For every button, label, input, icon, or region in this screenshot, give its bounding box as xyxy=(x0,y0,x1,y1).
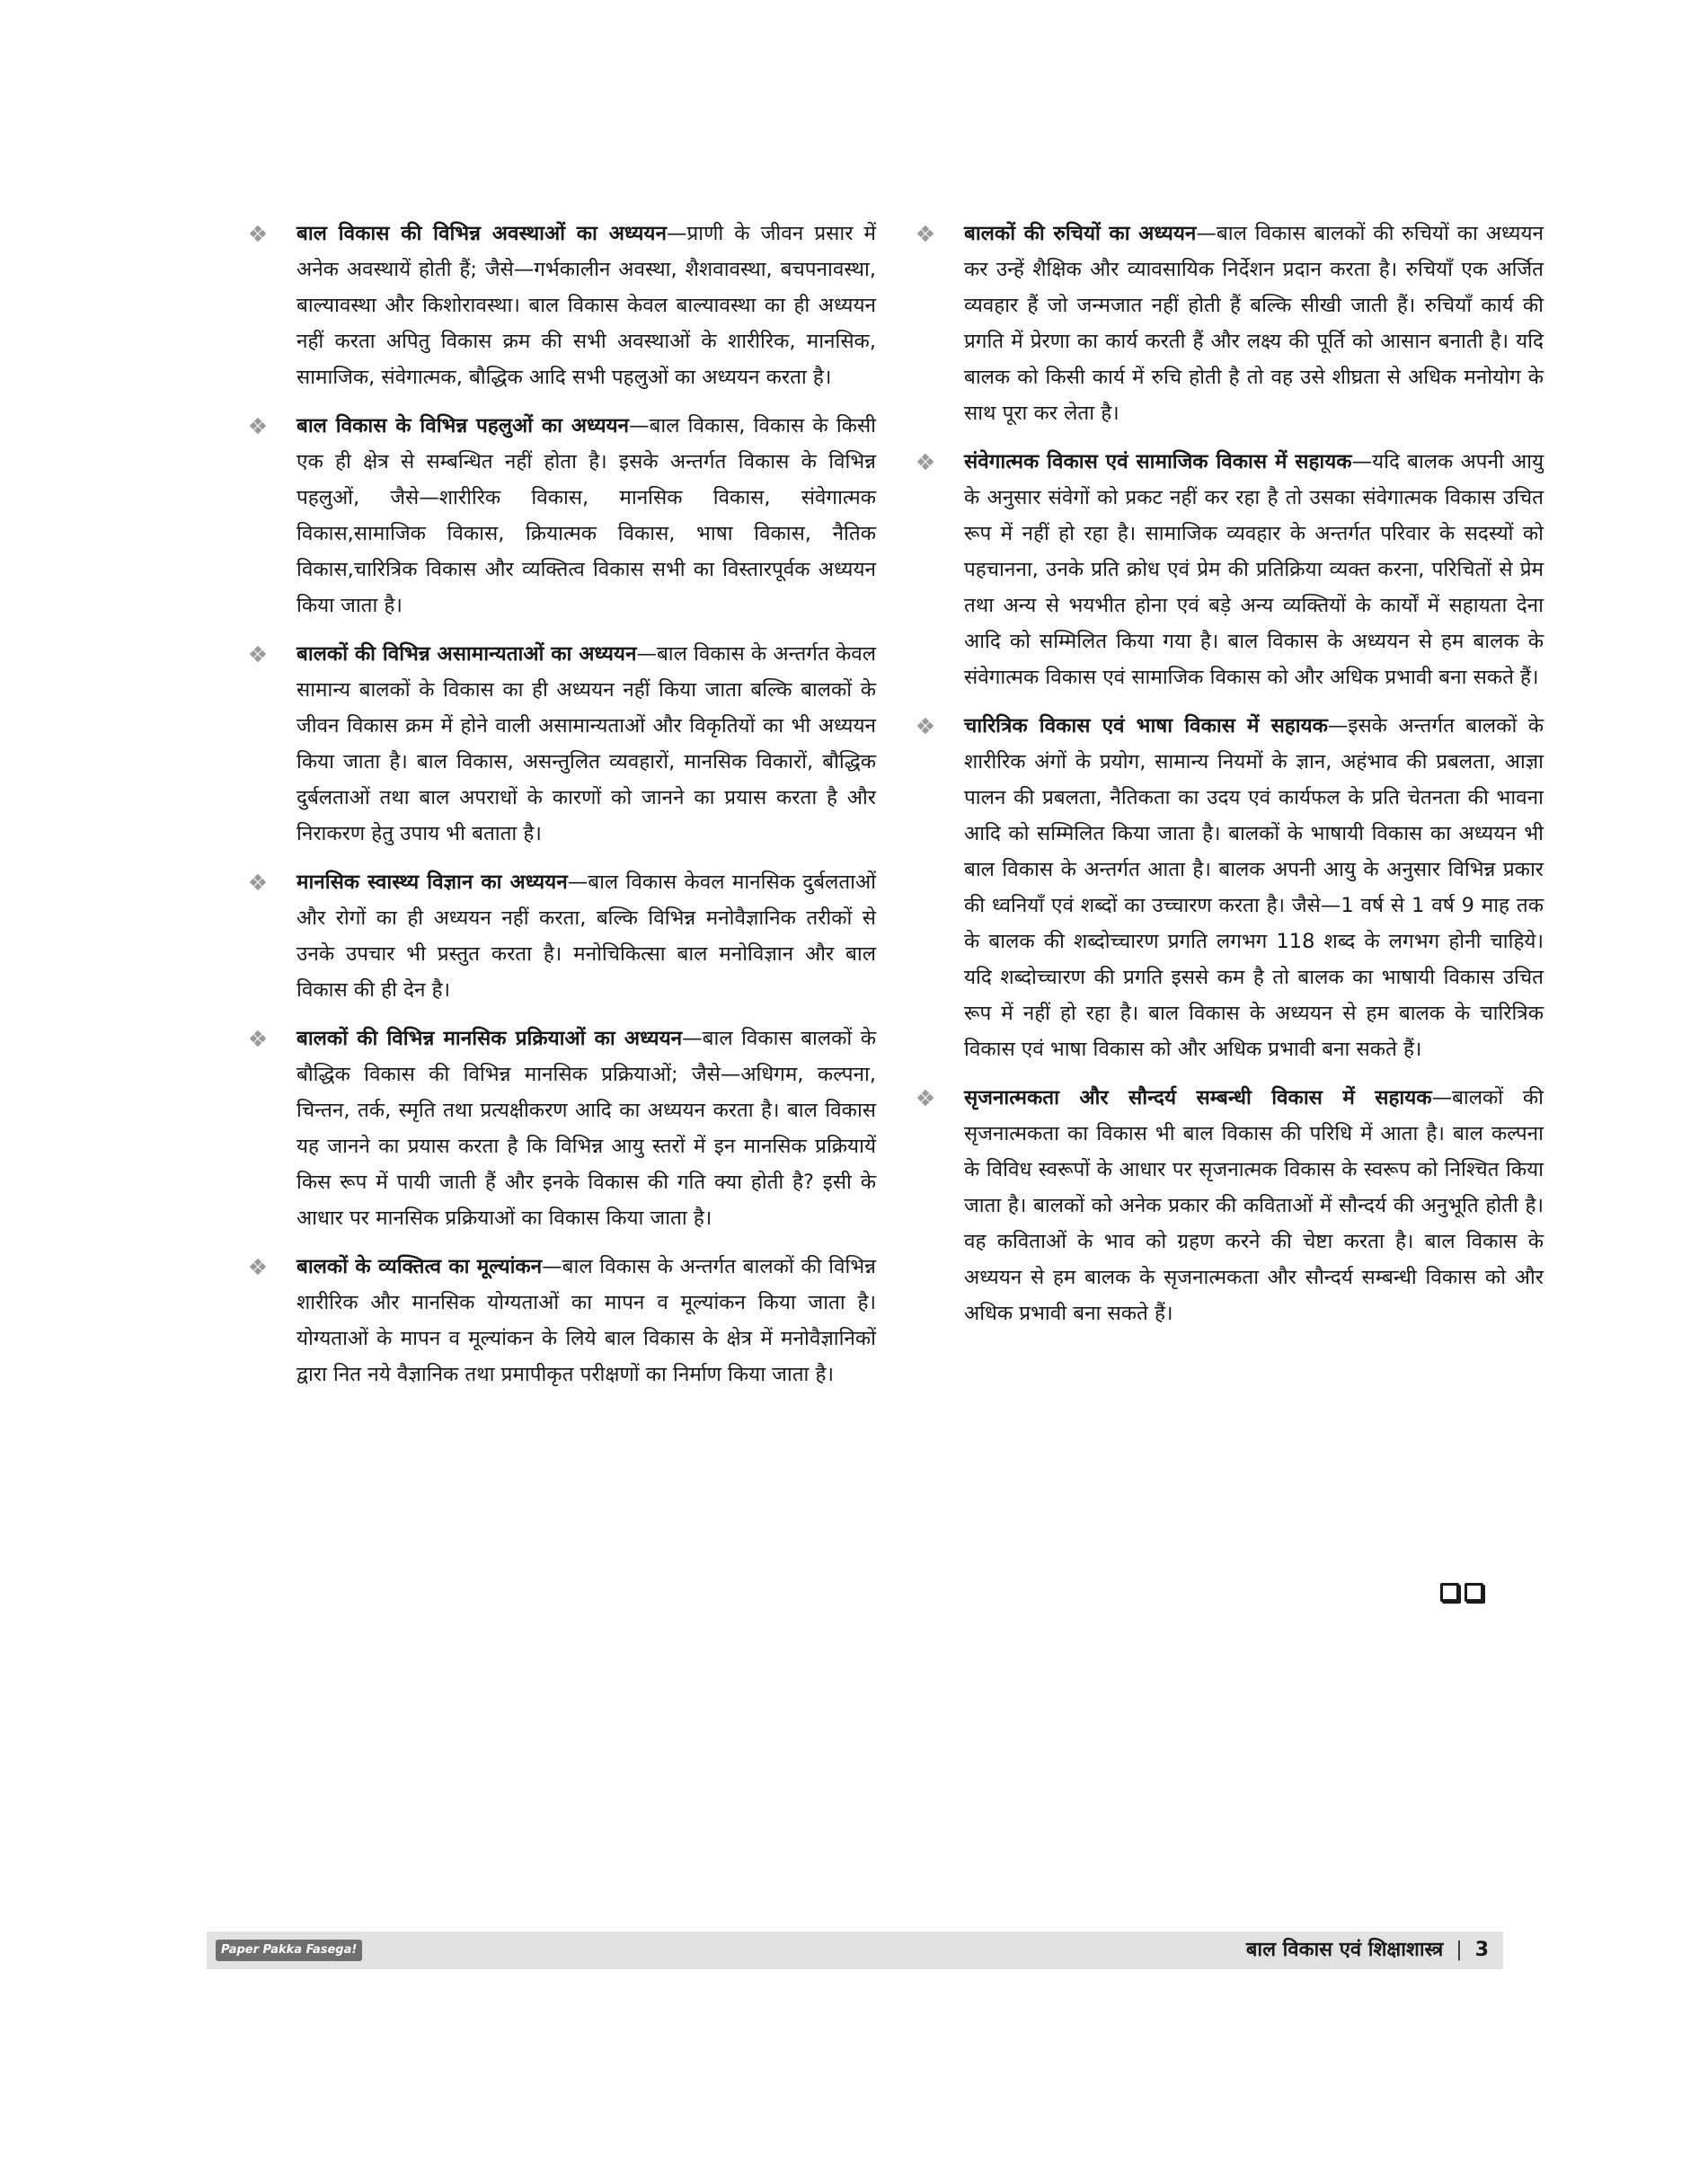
item-text: —बाल विकास केवल मानसिक दुर्बलताओं और रोगों का ही अध्ययन नहीं करता, बल्कि विभिन्न मनोवैज्ञानिक तरीकों से उनके उपचार भी प्रस्तुत करता है। मनोचिकित्सा बाल मनोविज्ञान और बाल विकास की ही देन है। xyxy=(296,871,876,1002)
item-text: —इसके अन्तर्गत बालकों के शारीरिक अंगों के प्रयोग, सामान्य नियमों के ज्ञान, अहंभाव की प्रबलता, आज्ञा पालन की प्रबलता, नैतिकता का उदय एवं कार्यफल के प्रति चेतनता की भावना आदि को सम्मिलित किया जाता है। बालकों के भाषायी विकास का अध्ययन भी बाल विकास के अन्तर्गत आता है। बालक अपनी आयु के अनुसार विभिन्न प्रकार की ध्वनियाँ एवं शब्दों का उच्चारण करता है। जैसे—1 वर्ष से 1 वर्ष 9 माह तक के बालक की शब्दोच्चारण प्रगति लगभग 118 शब्द के लगभग होनी चाहिये। यदि शब्दोच्चारण की प्रगति इससे कम है तो बालक का भाषायी विकास उचित रूप में नहीं हो रहा है। बाल विकास के अध्ययन से हम बालक के चारित्रिक विकास एवं भाषा विकास को और अधिक प्रभावी बना सकते हैं। xyxy=(964,714,1544,1061)
page-number: 3 xyxy=(1474,1939,1489,1961)
item-heading: चारित्रिक विकास एवं भाषा विकास में सहायक xyxy=(964,714,1328,738)
item-text: —बालकों की सृजनात्मकता का विकास भी बाल विकास की परिधि में आता है। बाल कल्पना के विविध स्वरूपों के आधार पर सृजनात्मक विकास के स्वरूप को निश्चित किया जाता है। बालकों को अनेक प्रकार की कविताओं में सौन्दर्य की अनुभूति होती है। वह कविताओं के भाव को ग्रहण करने की चेष्टा करता है। बाल विकास के अध्ययन से हम बालक के सृजनात्मकता और सौन्दर्य सम्बन्धी विकास को और अधिक प्रभावी बना सकते हैं। xyxy=(964,1086,1544,1325)
item-heading: बाल विकास के विभिन्न पहलुओं का अध्ययन xyxy=(296,414,630,438)
diamond-bullet-icon xyxy=(251,419,265,433)
item-text: —बाल विकास बालकों की रुचियों का अध्ययन कर उन्हें शैक्षिक और व्यावसायिक निर्देशन प्रदान करता है। रुचियाँ एक अर्जित व्यवहार हैं जो जन्मजात नहीं होती हैं बल्कि सीखी जाती हैं। रुचियाँ कार्य की प्रगति में प्रेरणा का कार्य करती हैं और लक्ष्य की पूर्ति को आसान बनाती है। यदि बालक को किसी कार्य में रुचि होती है तो वह उसे शीघ्रता से अधिक मनोयोग के साथ पूरा कर लेता है। xyxy=(964,222,1544,425)
footer-separator: | xyxy=(1456,1939,1463,1961)
diamond-bullet-icon xyxy=(918,719,933,733)
item-text: —यदि बालक अपनी आयु के अनुसार संवेगों को प्रकट नहीं कर रहा है तो उसका संवेगात्मक विकास उचित रूप में नहीं हो रहा है। सामाजिक व्यवहार के अन्तर्गत परिवार के सदस्यों को पहचानना, उनके प्रति क्रोध एवं प्रेम की प्रतिक्रिया व्यक्त करना, परिचितों से प्रेम तथा अन्य से भयभीत होना एवं बड़े अन्य व्यक्तियों के कार्यों में सहायता देना आदि को सम्मिलित किया गया है। बाल विकास के अध्ययन से हम बालक के संवेगात्मक विकास एवं सामाजिक विकास को और अधिक प्रभावी बना सकते हैं। xyxy=(964,450,1544,689)
list-item xyxy=(247,864,876,1008)
diamond-bullet-icon xyxy=(251,647,265,661)
left-column xyxy=(247,216,876,1405)
diamond-bullet-icon xyxy=(918,455,933,469)
list-item xyxy=(247,1021,876,1236)
publisher-logo: Paper Pakka Fasega! xyxy=(216,1940,362,1961)
diamond-bullet-icon xyxy=(251,226,265,241)
list-item xyxy=(247,216,876,395)
list-item xyxy=(915,444,1544,695)
item-heading: मानसिक स्वास्थ्य विज्ञान का अध्ययन xyxy=(296,871,568,894)
item-heading: सृजनात्मकता और सौन्दर्य सम्बन्धी विकास में सहायक xyxy=(964,1086,1432,1109)
item-heading: संवेगात्मक विकास एवं सामाजिक विकास में सहायक xyxy=(964,450,1352,473)
item-heading: बालकों के व्यक्तित्व का मूल्यांकन xyxy=(296,1255,543,1278)
item-text: —बाल विकास बालकों के बौद्धिक विकास की विभिन्न मानसिक प्रक्रियाओं; जैसे—अधिगम, कल्पना, चिन्तन, तर्क, स्मृति तथा प्रत्यक्षीकरण आदि का अध्ययन करता है। बाल विकास यह जानने का प्रयास करता है कि विभिन्न आयु स्तरों में इन मानसिक प्रक्रियायें किस रूप में पायी जाती हैं और इनके विकास की गति क्या होती है? इसी के आधार पर मानसिक प्रक्रियाओं का विकास किया जाता है। xyxy=(296,1027,877,1230)
item-heading: बाल विकास की विभिन्न अवस्थाओं का अध्ययन xyxy=(296,222,667,245)
footer-right xyxy=(1246,1932,1489,1969)
item-text: —बाल विकास के अन्तर्गत केवल सामान्य बालकों के विकास का ही अध्ययन नहीं किया जाता बल्कि बालकों के जीवन विकास क्रम में होने वाली असामान्यताओं और विकृतियों का भी अध्ययन किया जाता है। बाल विकास, असन्तुलित व्यवहारों, मानसिक विकारों, बौद्धिक दुर्बलताओं तथा बाल अपराधों के कारणों को जानने का प्रयास करता है और निराकरण हेतु उपाय भी बताता है। xyxy=(296,642,876,845)
list-item xyxy=(247,1249,876,1392)
page-footer xyxy=(207,1932,1503,1969)
list-item xyxy=(915,216,1544,431)
item-text: —प्राणी के जीवन प्रसार में अनेक अवस्थायें होती हैं; जैसे—गर्भकालीन अवस्था, शैशवावस्था, बचपनावस्था, बाल्यावस्था और किशोरावस्था। बाल विकास केवल बाल्यावस्था का ही अध्ययन नहीं करता अपितु विकास क्रम की सभी अवस्थाओं के शारीरिक, मानसिक, सामाजिक, संवेगात्मक, बौद्धिक आदि सभी पहलुओं का अध्ययन करता है। xyxy=(296,222,876,389)
item-heading: बालकों की विभिन्न मानसिक प्रक्रियाओं का अध्ययन xyxy=(296,1027,683,1050)
item-text: —बाल विकास के अन्तर्गत बालकों की विभिन्न शारीरिक और मानसिक योग्यताओं का मापन व मूल्यांकन किया जाता है। योग्यताओं के मापन व मूल्यांकन के लिये बाल विकास के क्षेत्र में मनोवैज्ञानिकों द्वारा नित नये वैज्ञानिक तथा प्रमापीकृत परीक्षणों का निर्माण किया जाता है। xyxy=(296,1255,876,1386)
diamond-bullet-icon xyxy=(251,875,265,889)
right-column xyxy=(915,216,1544,1344)
list-item xyxy=(247,636,876,852)
diamond-bullet-icon xyxy=(918,226,933,241)
book-title: बाल विकास एवं शिक्षाशास्त्र xyxy=(1245,1939,1444,1961)
item-heading: बालकों की रुचियों का अध्ययन xyxy=(964,222,1197,245)
list-item xyxy=(915,1080,1544,1331)
list-item xyxy=(247,408,876,623)
item-heading: बालकों की विभिन्न असामान्यताओं का अध्ययन xyxy=(296,642,637,666)
double-square-end-icon xyxy=(1440,1583,1489,1603)
list-item xyxy=(915,708,1544,1067)
diamond-bullet-icon xyxy=(918,1091,933,1105)
diamond-bullet-icon xyxy=(251,1260,265,1274)
diamond-bullet-icon xyxy=(251,1031,265,1046)
item-text: —बाल विकास, विकास के किसी एक ही क्षेत्र से सम्बन्धित नहीं होता है। इसके अन्तर्गत विकास के विभिन्न पहलुओं, जैसे—शारीरिक विकास, मानसिक विकास, संवेगात्मक विकास,सामाजिक विकास, क्रियात्मक विकास, भाषा विकास, नैतिक विकास,चारित्रिक विकास और व्यक्तित्व विकास सभी का विस्तारपूर्वक अध्ययन किया जाता है। xyxy=(296,414,876,617)
